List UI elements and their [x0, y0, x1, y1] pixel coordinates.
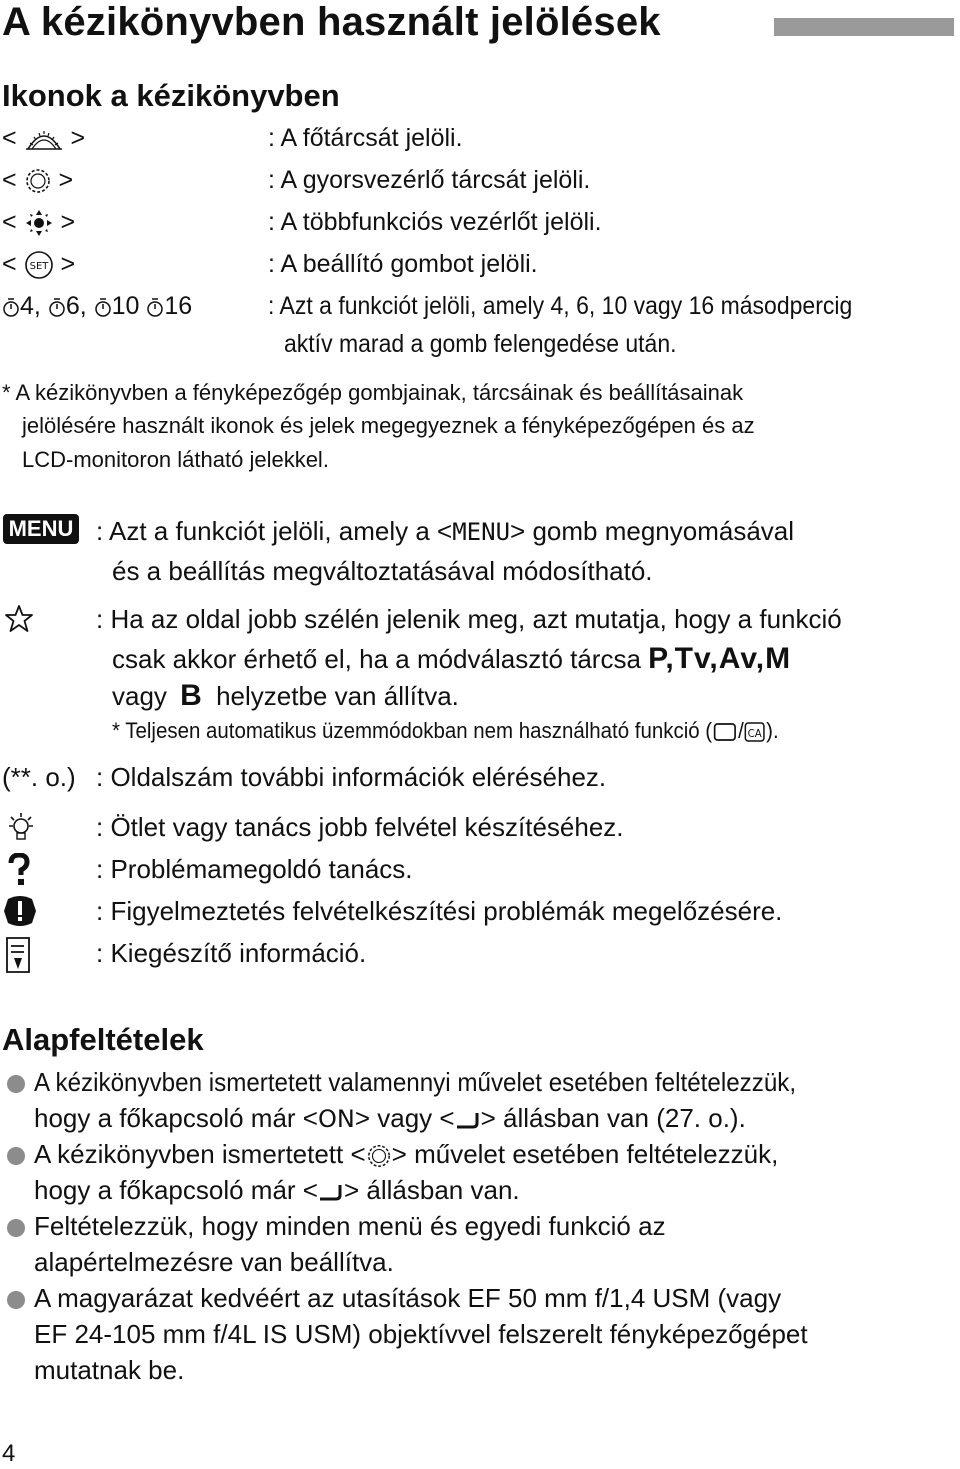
basic-b1-line2: hogy a főkapcsoló már <ON> vagy < > állásban van (27. o.).: [34, 1103, 746, 1133]
set-button-icon: [24, 250, 54, 280]
question-icon: [4, 853, 34, 892]
tip-desc: : Ötlet vagy tanács jobb felvétel készítéséhez.: [96, 812, 624, 842]
timer-desc-line2: aktív marad a gomb felengedése után.: [284, 330, 677, 358]
timer-icon: [2, 295, 20, 319]
icon-row-desc: : A gyorsvezérlő tárcsát jelöli.: [268, 166, 591, 194]
lock-switch-icon: [455, 1109, 481, 1131]
full-auto-mode-icon: [712, 721, 738, 743]
star-desc-line2: csak akkor érhető el, ha a módválasztó tárcsa P,Tv,Av,M: [112, 642, 792, 675]
mode-list: P,Tv,Av,M: [648, 642, 792, 675]
page-number: 4: [2, 1440, 16, 1467]
bullet-icon: [7, 1219, 25, 1237]
bullet-icon: [7, 1075, 25, 1093]
quick-control-dial-icon: [366, 1143, 392, 1169]
mode-b: B: [180, 679, 203, 712]
multi-controller-icon: [24, 208, 54, 238]
page-ref-desc: : Oldalszám további információk eléréséhez.: [96, 762, 607, 792]
timer-icon: [146, 295, 164, 319]
bullet-icon: [7, 1147, 25, 1165]
menu-badge-icon: MENU: [3, 514, 79, 544]
quick-control-dial-icon: [24, 167, 52, 195]
timer-icon: [94, 295, 112, 319]
timer-6-label: 6,: [65, 292, 87, 320]
icon-row-main-dial: < >: [2, 124, 86, 152]
menu-desc-line1: : Azt a funkciót jelöli, amely a <MENU> gomb megnyomásával: [96, 516, 795, 546]
creative-auto-mode-icon: [744, 721, 766, 743]
page-ref-label: (**. o.): [2, 762, 76, 792]
basic-b1-line1: A kézikönyvben ismertetett valamennyi művelet esetében feltételezzük,: [34, 1067, 797, 1097]
section-heading-basic: Alapfeltételek: [2, 1022, 204, 1057]
title-decoration-bar: [774, 18, 954, 36]
timer-10-label: 10: [111, 292, 140, 320]
svg-text:CA: CA: [747, 726, 763, 741]
warning-icon: [2, 895, 38, 932]
star-note: * Teljesen automatikus üzemmódokban nem használható funkció ( / CA ).: [112, 718, 779, 743]
section-heading-icons: Ikonok a kézikönyvben: [2, 78, 340, 113]
timer-icon: [48, 295, 66, 319]
icon-row-desc: : A beállító gombot jelöli.: [268, 250, 538, 278]
basic-b3-line1: Feltételezzük, hogy minden menü és egyedi funkció az: [34, 1211, 666, 1241]
star-desc-line1: : Ha az oldal jobb szélén jelenik meg, azt mutatja, hogy a funkció: [96, 604, 842, 634]
icon-row-set-button: < SET >: [2, 250, 75, 280]
warning-desc: : Figyelmeztetés felvételkészítési problémák megelőzésére.: [96, 896, 783, 926]
icon-row-desc: : A többfunkciós vezérlőt jelöli.: [268, 208, 602, 236]
lightbulb-icon: [4, 812, 38, 849]
icon-row-desc: : A főtárcsát jelöli.: [268, 124, 463, 152]
timer-icons-row: [2, 292, 192, 321]
timer-4-label: 4,: [20, 292, 41, 320]
timer-desc-line1: : Azt a funkciót jelöli, amely 4, 6, 10 vagy 16 másodpercig: [268, 292, 853, 320]
memo-desc: : Kiegészítő információ.: [96, 938, 367, 968]
note-line-2: jelölésére használt ikonok és jelek megegyeznek a fényképezőgépen és az: [22, 413, 755, 438]
main-dial-icon: [24, 125, 64, 153]
basic-b4-line2: EF 24-105 mm f/4L IS USM) objektívvel felszerelt fényképezőgépet: [34, 1319, 808, 1349]
menu-desc-line2: és a beállítás megváltoztatásával módosítható.: [112, 556, 653, 586]
basic-b4-line3: mutatnak be.: [34, 1355, 185, 1385]
basic-b4-line1: A magyarázat kedvéért az utasítások EF 50 mm f/1,4 USM (vagy: [34, 1283, 782, 1313]
memo-icon: [4, 936, 36, 979]
basic-b3-line2: alapértelmezésre van beállítva.: [34, 1247, 394, 1277]
basic-b2-line2: hogy a főkapcsoló már < > állásban van.: [34, 1175, 520, 1205]
troubleshoot-desc: : Problémamegoldó tanács.: [96, 854, 413, 884]
lock-switch-icon: [318, 1181, 344, 1203]
note-line-1: * A kézikönyvben a fényképezőgép gombjainak, tárcsáinak és beállításainak: [2, 380, 744, 405]
bullet-icon: [7, 1291, 25, 1309]
star-desc-line3: vagy B helyzetbe van állítva.: [112, 679, 459, 712]
icon-row-multi-controller: < >: [2, 208, 75, 238]
star-icon: [4, 604, 34, 639]
note-line-3: LCD-monitoron látható jelekkel.: [22, 447, 329, 472]
page-title: A kézikönyvben használt jelölések: [2, 0, 661, 44]
icon-row-quick-dial: < >: [2, 166, 74, 194]
basic-b2-line1: A kézikönyvben ismertetett < > művelet esetében feltételezzük,: [34, 1139, 779, 1169]
timer-16-label: 16: [164, 292, 193, 320]
svg-text:SET: SET: [29, 261, 48, 273]
